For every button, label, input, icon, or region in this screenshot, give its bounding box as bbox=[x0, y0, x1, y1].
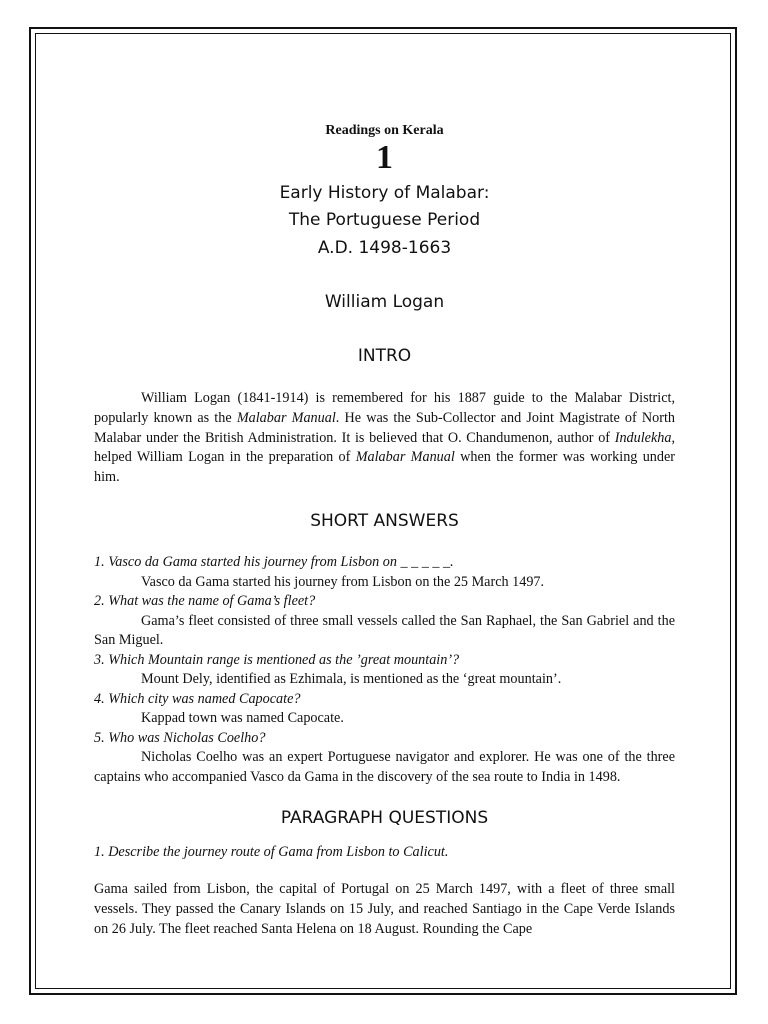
paragraph-questions-heading: PARAGRAPH QUESTIONS bbox=[280, 808, 489, 828]
answer: Nicholas Coelho was an expert Portuguese navigator and explorer. He was one of the three captains who accompanied Vasco da Gama in the discovery of the sea route to India in 1498. bbox=[94, 749, 675, 785]
author-name: William Logan bbox=[324, 292, 445, 312]
chapter-title-line-2: The Portuguese Period bbox=[288, 210, 481, 230]
answer: Mount Dely, identified as Ezhimala, is mentioned as the ‘great mountain’. bbox=[141, 671, 562, 687]
chapter-title-line-1: Early History of Malabar: bbox=[279, 183, 490, 203]
intro-text: William Logan (1841-1914) is remembered for his 1887 guide to the Malabar District, popularly known as the bbox=[94, 390, 675, 426]
short-answers-list bbox=[94, 553, 675, 787]
intro-text: . He was the Sub-Collector and Joint Magistrate of North Malabar under the British Administration. It is believed that O. Chandumenon, author of bbox=[94, 409, 676, 446]
question: 3. Which Mountain range is mentioned as the ’great mountain’? bbox=[94, 651, 460, 668]
short-answers-heading: SHORT ANSWERS bbox=[310, 511, 459, 531]
intro-text: when the former was working under him. bbox=[94, 449, 675, 486]
intro-book-title: Malabar Manual bbox=[355, 449, 455, 466]
paragraph-answer: Gama sailed from Lisbon, the capital of Portugal on 25 March 1497, with a fleet of three small vessels. They passed the Canary Islands on 15 July, and reached Santiago in the Cape Verde Islands on 26 July. The fleet reached Santa Helena on 18 August. Rounding the Cape bbox=[94, 881, 675, 937]
intro-book-title: Indulekha bbox=[614, 429, 672, 446]
question: 4. Which city was named Capocate? bbox=[94, 690, 301, 707]
answer: Kappad town was named Capocate. bbox=[141, 710, 344, 726]
intro-text: , helped William Logan in the preparation of bbox=[94, 429, 675, 466]
answer: Gama’s fleet consisted of three small vessels called the San Raphael, the San Gabriel and the San Miguel. bbox=[94, 612, 675, 648]
intro-heading: INTRO bbox=[357, 346, 412, 366]
paragraph-question: 1. Describe the journey route of Gama from Lisbon to Calicut. bbox=[94, 844, 449, 860]
series-title: Readings on Kerala bbox=[325, 123, 444, 138]
question: 5. Who was Nicholas Coelho? bbox=[94, 729, 266, 746]
question: 1. Vasco da Gama started his journey from Lisbon on _ _ _ _ _. bbox=[94, 554, 454, 570]
intro-book-title: Malabar Manual bbox=[236, 409, 336, 426]
question: 2. What was the name of Gama’s fleet? bbox=[94, 593, 316, 609]
chapter-title-line-3: A.D. 1498-1663 bbox=[317, 238, 452, 258]
intro-paragraph bbox=[94, 389, 675, 488]
answer: Vasco da Gama started his journey from Lisbon on the 25 March 1497. bbox=[141, 573, 545, 590]
chapter-number: 1 bbox=[376, 139, 393, 176]
